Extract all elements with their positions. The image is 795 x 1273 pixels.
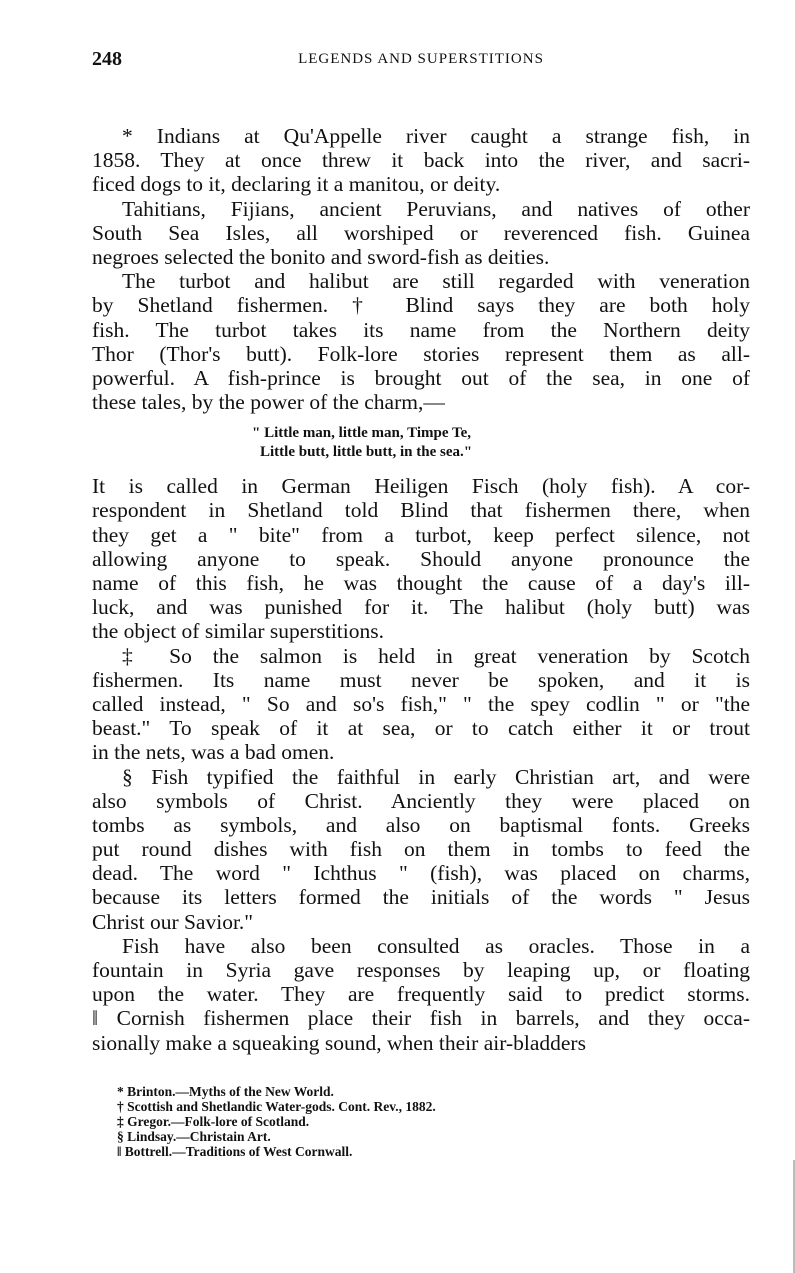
text-line: Thor (Thor's butt). Folk-lore stories represent them as all-: [92, 341, 750, 366]
text-line: Christ our Savior.": [92, 909, 254, 934]
paragraph: [92, 934, 750, 1055]
text-line: South Sea Isles, all worshiped or reverenced fish. Guinea: [92, 220, 750, 245]
text-line: The turbot and halibut are still regarded with veneration: [122, 269, 750, 294]
text-line: also symbols of Christ. Anciently they were placed on: [92, 788, 750, 813]
text-line: fishermen. Its name must never be spoken, and it is: [92, 667, 750, 692]
paragraph: [92, 269, 750, 414]
text-line: allowing anyone to speak. Should anyone pronounce the: [92, 546, 750, 571]
text-line: because its letters formed the initials of the words " Jesus: [92, 885, 750, 910]
text-line: It is called in German Heiligen Fisch (holy fish). A cor-: [92, 474, 750, 499]
running-header: [92, 48, 750, 72]
text-line: ficed dogs to it, declaring it a manitou, or deity.: [92, 172, 501, 197]
text-line: § Fish typified the faithful in early Christian art, and were: [122, 764, 750, 789]
verse-quote: [252, 424, 750, 462]
text-line: negroes selected the bonito and sword-fish as deities.: [92, 244, 550, 269]
paragraph: [92, 197, 750, 270]
text-line: Fish have also been consulted as oracles. Those in a: [122, 933, 750, 958]
page-number: 248: [92, 48, 122, 70]
paragraph: [92, 765, 750, 934]
text-line: powerful. A fish-prince is brought out of the sea, in one of: [92, 365, 750, 390]
text-line: respondent in Shetland told Blind that fishermen there, when: [92, 498, 750, 523]
text-line: upon the water. They are frequently said to predict storms.: [92, 982, 750, 1007]
text-line: fountain in Syria gave responses by leaping up, or floating: [92, 958, 750, 982]
footnotes: [117, 1084, 436, 1159]
text-line: these tales, by the power of the charm,—: [92, 390, 445, 415]
footnote: * Brinton.—Myths of the New World.: [117, 1084, 334, 1099]
running-title: LEGENDS AND SUPERSTITIONS: [298, 51, 544, 67]
text-line: beast." To speak of it at sea, or to catch either it or trout: [92, 716, 750, 741]
text-line: in the nets, was a bad omen.: [92, 740, 335, 765]
text-line: ‡ So the salmon is held in great veneration by Scotch: [122, 643, 750, 668]
text-line: name of this fish, he was thought the cause of a day's ill-: [92, 571, 750, 595]
verse-line: " Little man, little man, Timpe Te,: [252, 425, 472, 442]
text-line: sionally make a squeaking sound, when their air-bladders: [92, 1030, 586, 1055]
verse-line: Little butt, little butt, in the sea.": [260, 444, 473, 461]
text-line: Tahitians, Fijians, ancient Peruvians, and natives of other: [122, 196, 750, 221]
text-line: fish. The turbot takes its name from the Northern deity: [92, 317, 750, 342]
paragraph: [92, 644, 750, 765]
footnote: ‡ Gregor.—Folk-lore of Scotland.: [117, 1114, 310, 1129]
text-line: dead. The word " Ichthus " (fish), was placed on charms,: [92, 861, 750, 886]
text-line: luck, and was punished for it. The halibut (holy butt) was: [92, 595, 750, 620]
text-line: the object of similar superstitions.: [92, 619, 384, 644]
footnote: § Lindsay.—Christain Art.: [117, 1129, 271, 1144]
text-line: 1858. They at once threw it back into the river, and sacri-: [92, 148, 750, 173]
footnote: ‖ Bottrell.—Traditions of West Cornwall.: [117, 1144, 353, 1159]
paragraph: [92, 124, 750, 197]
text-line: called instead, " So and so's fish," " the spey codlin " or "the: [92, 691, 750, 716]
text-line: put round dishes with fish on them in tombs to feed the: [92, 837, 750, 862]
text-line: ‖ Cornish fishermen place their fish in barrels, and they occa-: [92, 1006, 750, 1031]
text-line: they get a " bite" from a turbot, keep perfect silence, not: [92, 522, 750, 547]
text-line: * Indians at Qu'Appelle river caught a strange fish, in: [122, 124, 750, 148]
paragraph: [92, 474, 750, 643]
text-line: by Shetland fishermen. † Blind says they are both holy: [92, 293, 750, 318]
text-line: tombs as symbols, and also on baptismal fonts. Greeks: [92, 812, 750, 837]
footnote: † Scottish and Shetlandic Water-gods. Cont. Rev., 1882.: [117, 1099, 436, 1114]
body-text: [92, 124, 750, 1055]
